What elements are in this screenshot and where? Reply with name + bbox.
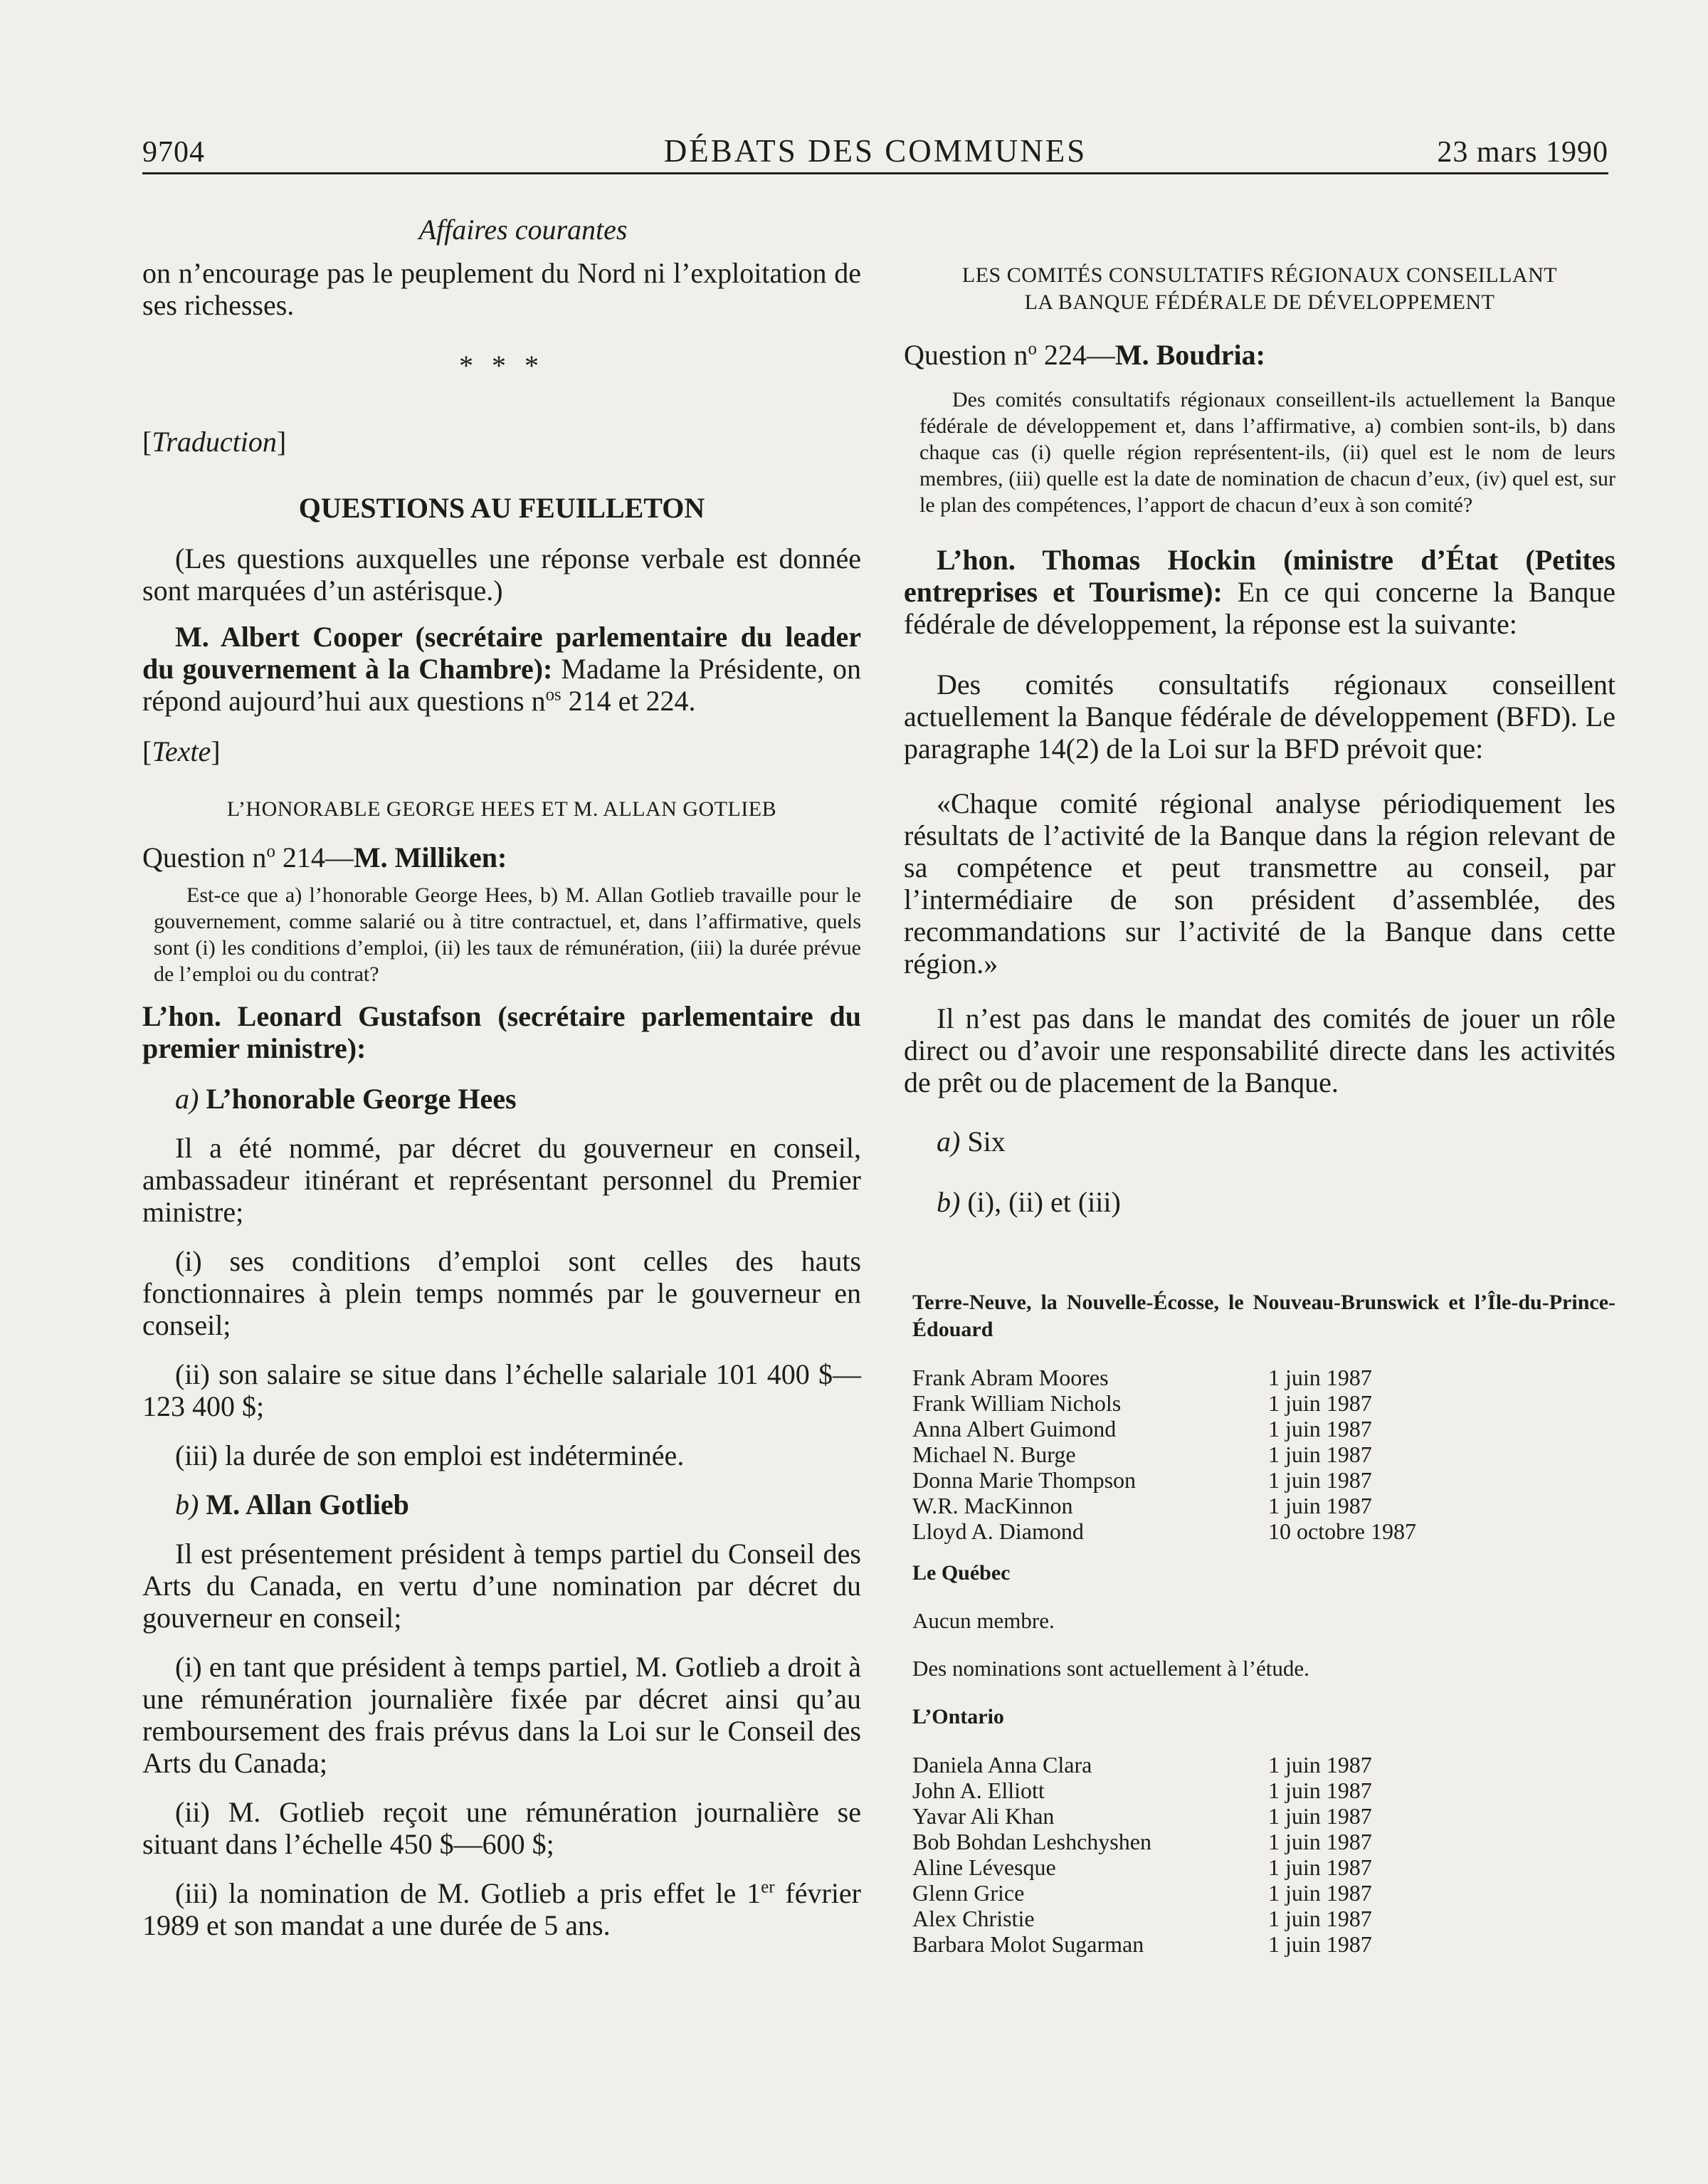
member-date: 1 juin 1987 <box>1268 1467 1372 1493</box>
paragraph-b1: Il est présentement président à temps partiel du Conseil des Arts du Canada, en vertu d’une nomination par décret du gouverneur en conseil; <box>142 1538 861 1634</box>
member-name: Yavar Ali Khan <box>912 1803 1055 1829</box>
answer-b: b) (i), (ii) et (iii) <box>937 1186 1121 1218</box>
member-date: 1 juin 1987 <box>1268 1365 1372 1390</box>
member-row <box>912 1931 1372 1957</box>
region-quebec-line1: Aucun membre. <box>912 1608 1055 1633</box>
member-row <box>912 1518 1416 1544</box>
paragraph-a4: (iii) la durée de son emploi est indéterminée. <box>175 1439 685 1471</box>
region-ontario-heading: L’Ontario <box>912 1705 1004 1728</box>
paragraph-b4: (iii) la nomination de M. Gotlieb a pris effet le 1er février 1989 et son mandat a une durée de 5 ans. <box>142 1877 862 1941</box>
question-214-title: L’HONORABLE GEORGE HEES ET M. ALLAN GOTLIEB <box>226 797 777 821</box>
speaker-name: M. Albert Cooper (secrétaire parlementaire du leader du gouvernement à la Chambre): <box>142 621 861 685</box>
heading-b: b) M. Allan Gotlieb <box>175 1489 409 1521</box>
traduction-marker: [Traduction] <box>142 426 287 458</box>
cooper-paragraph: M. Albert Cooper (secrétaire parlementaire du leader du gouvernement à la Chambre): Madame la Présidente, on répond aujourd’hui aux questions $n^{os}$ 214 et 224. <box>142 621 861 717</box>
region-quebec-heading: Le Québec <box>912 1561 1011 1585</box>
traduction-label: Traduction <box>152 426 277 458</box>
member-name: Daniela Anna Clara <box>912 1752 1092 1778</box>
continued-paragraph: on n’encourage pas le peuplement du Nord ni l’exploitation de ses richesses. <box>142 257 861 321</box>
member-date: 1 juin 1987 <box>1268 1906 1372 1931</box>
member-row <box>912 1416 1416 1442</box>
texte-label: Texte <box>152 735 211 767</box>
member-row <box>912 1752 1372 1778</box>
section-title: Affaires courantes <box>418 214 628 246</box>
gustafson-speaker: L’hon. Leonard Gustafson (secrétaire parlementaire du premier ministre): <box>142 1000 861 1064</box>
member-date: 1 juin 1987 <box>1268 1880 1372 1906</box>
region-quebec-line2: Des nominations sont actuellement à l’étude. <box>912 1656 1309 1681</box>
question-member: M. Milliken: <box>353 841 507 873</box>
member-date: 1 juin 1987 <box>1268 1803 1372 1829</box>
member-row <box>912 1829 1372 1854</box>
member-row <box>912 1880 1372 1906</box>
member-name: Lloyd A. Diamond <box>912 1518 1084 1544</box>
member-name: Alex Christie <box>912 1906 1035 1931</box>
member-name: Anna Albert Guimond <box>912 1416 1117 1442</box>
member-row <box>912 1467 1416 1493</box>
region-atlantic-members <box>912 1365 1416 1544</box>
member-row <box>912 1854 1372 1880</box>
member-date: 1 juin 1987 <box>1268 1416 1372 1442</box>
member-row <box>912 1442 1416 1467</box>
answer-quote: «Chaque comité régional analyse périodiquement les résultats de l’activité de la Banque dans la région relevant de sa compétence et peut transmettre au conseil, par l’intermédiaire de son président d’assemblée, des recommandations sur l’activité de la Banque dans cette région.» <box>904 787 1615 980</box>
member-name: Barbara Molot Sugarman <box>912 1931 1144 1957</box>
publication-title: DÉBATS DES COMMUNES <box>663 133 1087 169</box>
member-name: Frank William Nichols <box>912 1390 1122 1416</box>
question-214-text: Est-ce que a) l’honorable George Hees, b) M. Allan Gotlieb travaille pour le gouvernement, comme salarié ou à titre contractuel, et, dans l’affirmative, quels sont (i) les conditions d’emploi, (ii) les taux de rémunération, (iii) la durée prévue de l’emploi ou du contrat? <box>154 883 861 986</box>
member-date: 1 juin 1987 <box>1268 1931 1372 1957</box>
page-number: 9704 <box>142 136 205 169</box>
answer-a: a) Six <box>937 1125 1006 1157</box>
member-name: Glenn Grice <box>912 1880 1025 1906</box>
question-224-text: Des comités consultatifs régionaux conseillent-ils actuellement la Banque fédérale de développement et, dans l’affirmative, a) combien sont-ils, b) dans chaque cas (i) quelle région représentent-ils, (ii) quel est le nom de leurs membres, (iii) quelle est la date de nomination de chacun d’eux, (iv) quel est, sur le plan des compétences, l’apport de chacun d’eux à son comité? <box>919 388 1615 517</box>
member-date: 1 juin 1987 <box>1268 1829 1372 1854</box>
left-column <box>142 214 861 1941</box>
heading-a: a) L’honorable George Hees <box>175 1083 517 1115</box>
member-row <box>912 1906 1372 1931</box>
member-name: Michael N. Burge <box>912 1442 1076 1467</box>
region-atlantic-heading: Terre-Neuve, la Nouvelle-Écosse, le Nouveau-Brunswick et l’Île-du-Prince-Édouard <box>912 1291 1615 1341</box>
member-name: Frank Abram Moores <box>912 1365 1109 1390</box>
right-column <box>904 262 1615 1957</box>
member-date: 1 juin 1987 <box>1268 1752 1372 1778</box>
member-date: 1 juin 1987 <box>1268 1854 1372 1880</box>
question-224-label: Question $n^o$ 224—M. Boudria: <box>904 339 1265 371</box>
question-214-label: Question $n^o$ 214—M. Milliken: <box>142 841 507 873</box>
member-row <box>912 1365 1416 1390</box>
member-name: John A. Elliott <box>912 1778 1045 1803</box>
page-date: 23 mars 1990 <box>1437 136 1608 169</box>
member-date: 1 juin 1987 <box>1268 1390 1372 1416</box>
questions-note: (Les questions auxquelles une réponse verbale est donnée sont marquées d’un astérisque.) <box>142 542 861 607</box>
member-row <box>912 1493 1416 1518</box>
paragraph-b2: (i) en tant que président à temps partiel, M. Gotlieb a droit à une rémunération journalière fixée par décret ainsi qu’au remboursement des frais prévus dans la Loi sur le Conseil des Arts du Canada; <box>142 1651 861 1779</box>
member-name: Bob Bohdan Leshchyshen <box>912 1829 1151 1854</box>
questions-heading: QUESTIONS AU FEUILLETON <box>298 492 705 524</box>
answer-paragraph-1: Des comités consultatifs régionaux conseillent actuellement la Banque fédérale de développement (BFD). Le paragraphe 14(2) de la Loi sur la BFD prévoit que: <box>904 668 1615 765</box>
member-date: 1 juin 1987 <box>1268 1442 1372 1467</box>
question-member: M. Boudria: <box>1114 339 1265 371</box>
member-date: 10 octobre 1987 <box>1268 1518 1416 1544</box>
paragraph-a3: (ii) son salaire se situe dans l’échelle salariale 101 400 $—123 400 $; <box>142 1358 861 1422</box>
member-row <box>912 1778 1372 1803</box>
answer-paragraph-2: Il n’est pas dans le mandat des comités de jouer un rôle direct ou d’avoir une responsabilité directe dans les activités de prêt ou de placement de la Banque. <box>904 1002 1615 1098</box>
member-date: 1 juin 1987 <box>1268 1493 1372 1518</box>
member-row <box>912 1803 1372 1829</box>
paragraph-a1: Il a été nommé, par décret du gouverneur en conseil, ambassadeur itinérant et représentant personnel du Premier ministre; <box>142 1132 861 1228</box>
speaker-name: L’hon. Thomas Hockin (ministre d’État (Petites entreprises et Tourisme): <box>904 544 1615 608</box>
member-date: 1 juin 1987 <box>1268 1778 1372 1803</box>
hockin-paragraph: L’hon. Thomas Hockin (ministre d’État (Petites entreprises et Tourisme): En ce qui concerne la Banque fédérale de développement, la réponse est la suivante: <box>904 544 1615 640</box>
region-ontario-members <box>912 1752 1372 1957</box>
member-name: Aline Lévesque <box>912 1854 1056 1880</box>
member-name: W.R. MacKinnon <box>912 1493 1073 1518</box>
member-name: Donna Marie Thompson <box>912 1467 1137 1493</box>
member-row <box>912 1390 1416 1416</box>
paragraph-a2: (i) ses conditions d’emploi sont celles des hauts fonctionnaires à plein temps nommés par le gouverneur en conseil; <box>142 1245 861 1341</box>
question-224-title-line1: LES COMITÉS CONSULTATIFS RÉGIONAUX CONSEILLANT <box>961 263 1558 287</box>
texte-marker: [Texte] <box>142 735 221 767</box>
paragraph-b3: (ii) M. Gotlieb reçoit une rémunération journalière se situant dans l’échelle 450 $—600 $; <box>142 1796 861 1860</box>
page-header <box>142 132 1608 174</box>
section-separator: * * * <box>459 350 544 382</box>
question-224-title-line2: LA BANQUE FÉDÉRALE DE DÉVELOPPEMENT <box>1024 290 1495 314</box>
